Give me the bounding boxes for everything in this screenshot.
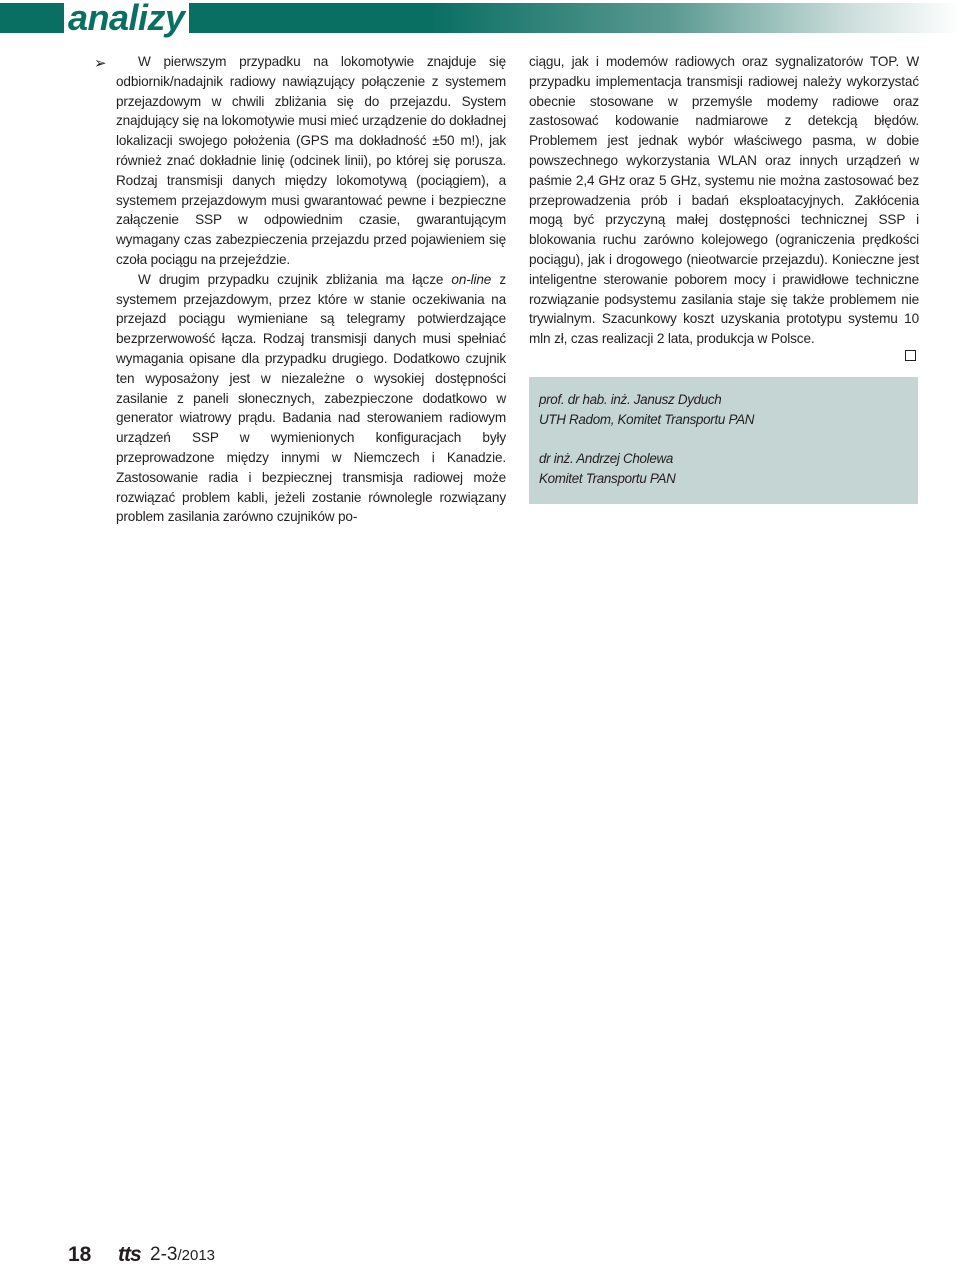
page-number: 18	[68, 1243, 92, 1266]
author-2-name: dr inż. Andrzej Cholewa	[539, 451, 674, 466]
author-2-affiliation: Komitet Transportu PAN	[539, 470, 676, 486]
author-2	[539, 449, 676, 489]
header-accent-block	[0, 3, 62, 33]
author-1-name: prof. dr hab. inż. Janusz Dyduch	[539, 392, 722, 407]
author-1	[539, 390, 754, 430]
right-column	[529, 52, 919, 349]
section-title: analizy	[64, 0, 189, 36]
left-paragraph-2-start: W drugim przypadku czujnik zbliżania ma łącze	[138, 271, 452, 287]
left-column	[116, 52, 506, 527]
issue-year: /2013	[177, 1247, 216, 1264]
on-line-term: on-line	[451, 271, 492, 287]
end-of-article-square-icon	[905, 350, 916, 361]
arrowhead-bullet-icon: ➢	[94, 54, 107, 72]
left-paragraph-2	[116, 270, 506, 527]
magazine-logo: tts	[118, 1243, 141, 1266]
author-box	[529, 377, 918, 504]
author-1-affiliation: UTH Radom, Komitet Transportu PAN	[539, 411, 755, 427]
issue-number	[150, 1244, 215, 1266]
right-paragraph-1: ciągu, jak i modemów radiowych oraz sygnalizatorów TOP. W przypadku implementacja transmisji radiowej należy wykorzystać obecnie stosowane w przemyśle modemy radiowe oraz zastosować kodowanie nadmiarowe z detekcją błędów. Problemem jest jednak wybór właściwego pasma, w dobie powszechnego wykorzystania WLAN oraz innych urządzeń w paśmie 2,4 GHz oraz 5 GHz, systemu nie można zastosować bez przeprowadzenia prób i badań eksploatacyjnych. Zakłócenia mogą być przyczyną małej dostępności technicznej SSP i blokowania ruchu zarówno kolejowego (ograniczenia prędkości pociągu), jak i drogowego (nieotwarcie przejazdu). Konieczne jest inteligentne sterowanie poborem mocy i prawidłowe techniczne rozwiązanie podsystemu zasilania staje się także problemem nie trywialnym. Szacunkowy koszt uzyskania prototypu systemu 10 mln zł, czas realizacji 2 lata, produkcja w Polsce.	[529, 54, 919, 347]
left-paragraph-1: W pierwszym przypadku na lokomotywie znajduje się odbiornik/nadajnik radiowy nawiązujący połączenie z systemem przejazdowym w chwili zbliżania się do przejazdu. System znajdujący się na lokomotywie musi mieć urządzenie do dokładnej lokalizacji swojego położenia (GPS ma dokładność ±50 m!), jak również znać dokładnie linię (odcinek linii), po której się porusza. Rodzaj transmisji danych między lokomotywą (pociągiem), a systemem przejazdowym musi gwarantować pewne i bezpieczne załączenie SSP w odpowiednim czasie, gwarantującym wymagany czas zabezpieczenia przejazdu przed pojawieniem się czoła pociągu na przejeździe.	[116, 54, 506, 267]
left-paragraph-2-rest: z systemem przejazdowym, przez które w stanie oczekiwania na przejazd pociągu wymieniane są telegramy potwierdzające bezprzerwowość łącza. Rodzaj transmisji danych musi spełniać wymagania opisane dla przypadku drugiego. Dodatkowo czujnik ten wyposażony jest w niezależne o wysokiej dostępności zasilanie z paneli słonecznych, zabezpieczone dodatkowo w generator wiatrowy prądu. Badania nad sterowaniem radiowym urządzeń SSP w wymienionych konfiguracjach były przeprowadzone między innymi w Niemczech i Kanadzie. Zastosowanie radia i bezpiecznej transmisja radiowej może rozwiązać problem kabli, jeżeli zostanie równolegle rozwiązany problem zasilania zarówno czujników po-	[116, 271, 506, 525]
issue-label: 2-3	[150, 1244, 178, 1265]
